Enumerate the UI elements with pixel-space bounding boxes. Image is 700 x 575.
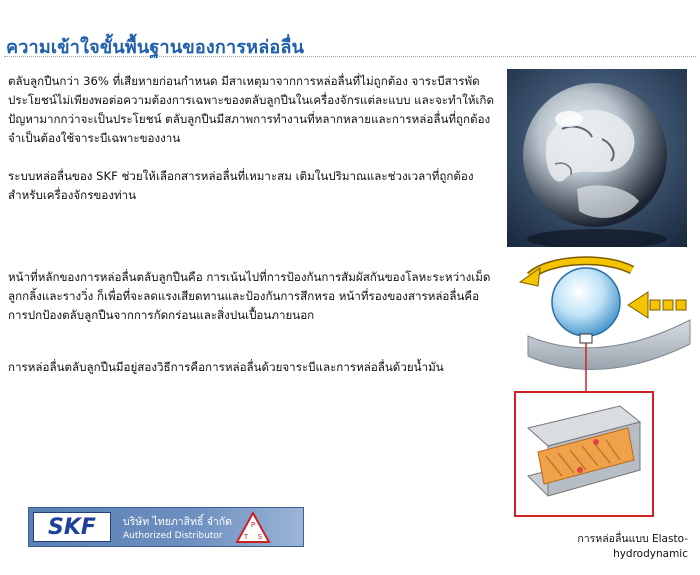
paragraph-skf-system: ระบบหล่อลื่นของ SKF ช่วยให้เลือกสารหล่อลื่นที่เหมาะสม เติมในปริมาณและช่วงเวลาที่ถูกต้อง สำหรับเครื่องจักรของท่าน: [8, 169, 474, 202]
title-divider: [4, 56, 696, 57]
distributor-logo-banner: [28, 507, 304, 547]
ehl-diagram: [510, 256, 695, 518]
page-title: ความเข้าใจขั้นพื้นฐานของการหล่อลื่น: [6, 37, 305, 58]
company-name: บริษัท ไทยภาสิทธิ์ จำกัด: [123, 516, 232, 528]
caption-line-2: hydrodynamic: [613, 548, 688, 560]
caption-line-1: การหล่อลื่นแบบ Elasto-: [577, 533, 688, 545]
svg-text:S: S: [257, 533, 263, 541]
paragraph-premature-failure: ตลับลูกปืนกว่า 36% ที่เสียหายก่อนกำหนด มีสาเหตุมาจากการหล่อลื่นที่ไม่ถูกต้อง จาระบีสารพัดประโยชน์ไม่เพียงพอต่อความต้องการเฉพาะของตลับลูกปืนในเครื่องจักรแต่ละแบบ และจะทำให้เกิดปัญหามากกว่าจะเป็นประโยชน์ ตลับลูกปืนมีสภาพการทำงานที่หลากหลายและการหล่อลื่นที่ถูกต้องจำเป็นต้องใช้จาระบีเฉพาะของงาน: [8, 74, 494, 145]
svg-text:P: P: [250, 521, 256, 529]
skf-brand-text: SKF: [48, 514, 96, 540]
skf-logo: [33, 512, 111, 542]
distributor-label: Authorized Distributor: [123, 531, 223, 541]
diagram-caption: [577, 532, 688, 562]
pts-logo-icon: [235, 511, 271, 544]
greased-ball-photo: [507, 69, 687, 247]
force-arrow-icon: [628, 292, 686, 318]
paragraph-two-methods: การหล่อลื่นตลับลูกปืนมีอยู่สองวิธีการคือการหล่อลื่นด้วยจาระบีและการหล่อลื่นด้วยน้ำมัน: [8, 360, 444, 374]
paragraph-main-function: หน้าที่หลักของการหล่อลื่นตลับลูกปืนคือ การเน้นไปที่การป้องกันการสัมผัสกันของโลหะระหว่างเม็ดลูกกลิ้งและรางวิ่ง ก็เพื่อที่จะลดแรงเสียดทานและป้องกันการสึกหรอ หน้าที่รองของสารหล่อลื่นคือการปกป้องตลับลูกปืนจากการกัดกร่อนและสิ่งปนเปื้อนภายนอก: [8, 270, 491, 322]
svg-text:T: T: [243, 533, 249, 541]
